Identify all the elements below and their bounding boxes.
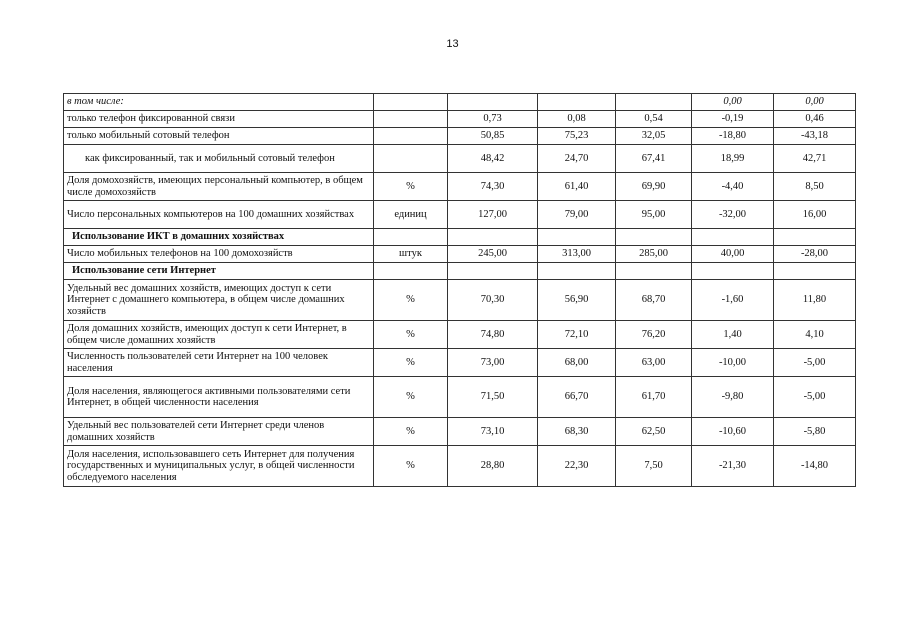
value-cell: 74,30	[448, 173, 538, 201]
value-cell: 28,80	[448, 446, 538, 487]
table-row	[64, 94, 856, 111]
row-label: Доля домохозяйств, имеющих персональный компьютер, в общем числе домохозяйств	[64, 173, 374, 201]
value-cell: 63,00	[616, 349, 692, 377]
table-row	[64, 377, 856, 418]
value-cell	[692, 229, 774, 246]
value-cell: 0,00	[692, 94, 774, 111]
value-cell	[448, 229, 538, 246]
value-cell: -10,60	[692, 418, 774, 446]
value-cell: 67,41	[616, 145, 692, 173]
value-cell: 8,50	[774, 173, 856, 201]
value-cell: -10,00	[692, 349, 774, 377]
value-cell: 0,54	[616, 111, 692, 128]
value-cell	[616, 263, 692, 280]
value-cell: 73,00	[448, 349, 538, 377]
value-cell: 73,10	[448, 418, 538, 446]
table-row	[64, 128, 856, 145]
value-cell	[448, 94, 538, 111]
row-label: только телефон фиксированной связи	[64, 111, 374, 128]
value-cell: 11,80	[774, 280, 856, 321]
table-row	[64, 280, 856, 321]
value-cell: 22,30	[538, 446, 616, 487]
unit-cell: %	[374, 280, 448, 321]
value-cell: 18,99	[692, 145, 774, 173]
value-cell: 69,90	[616, 173, 692, 201]
value-cell: -21,30	[692, 446, 774, 487]
row-label: Число мобильных телефонов на 100 домохозяйств	[64, 246, 374, 263]
value-cell: 70,30	[448, 280, 538, 321]
row-label: как фиксированный, так и мобильный сотовый телефон	[64, 145, 374, 173]
statistics-table	[63, 93, 856, 487]
value-cell: 245,00	[448, 246, 538, 263]
row-label: Доля домашних хозяйств, имеющих доступ к сети Интернет, в общем числе домашних хозяйств	[64, 321, 374, 349]
unit-cell: штук	[374, 246, 448, 263]
value-cell: -5,00	[774, 377, 856, 418]
value-cell: 56,90	[538, 280, 616, 321]
unit-cell	[374, 111, 448, 128]
value-cell: 24,70	[538, 145, 616, 173]
table-row	[64, 201, 856, 229]
row-label: Удельный вес домашних хозяйств, имеющих доступ к сети Интернет с домашнего компьютера, в общем числе домашних хозяйств	[64, 280, 374, 321]
unit-cell	[374, 229, 448, 246]
unit-cell: единиц	[374, 201, 448, 229]
table-row	[64, 446, 856, 487]
unit-cell	[374, 145, 448, 173]
page-number: 13	[446, 38, 459, 50]
value-cell: -1,60	[692, 280, 774, 321]
value-cell: -5,80	[774, 418, 856, 446]
value-cell: 72,10	[538, 321, 616, 349]
unit-cell: %	[374, 173, 448, 201]
value-cell: 71,50	[448, 377, 538, 418]
value-cell: 68,30	[538, 418, 616, 446]
value-cell	[616, 94, 692, 111]
value-cell: 285,00	[616, 246, 692, 263]
value-cell: 16,00	[774, 201, 856, 229]
value-cell: -9,80	[692, 377, 774, 418]
value-cell: -43,18	[774, 128, 856, 145]
unit-cell: %	[374, 418, 448, 446]
value-cell: -0,19	[692, 111, 774, 128]
unit-cell: %	[374, 446, 448, 487]
value-cell: 4,10	[774, 321, 856, 349]
value-cell: 66,70	[538, 377, 616, 418]
value-cell: 68,70	[616, 280, 692, 321]
value-cell: 0,08	[538, 111, 616, 128]
value-cell: 1,40	[692, 321, 774, 349]
value-cell: 76,20	[616, 321, 692, 349]
row-label: Доля населения, являющегося активными пользователями сети Интернет, в общей численности населения	[64, 377, 374, 418]
value-cell	[692, 263, 774, 280]
unit-cell	[374, 128, 448, 145]
table-row	[64, 418, 856, 446]
unit-cell: %	[374, 321, 448, 349]
table-row	[64, 145, 856, 173]
value-cell: 0,00	[774, 94, 856, 111]
table-row	[64, 321, 856, 349]
value-cell: 0,73	[448, 111, 538, 128]
value-cell: 7,50	[616, 446, 692, 487]
value-cell: -28,00	[774, 246, 856, 263]
section-heading: Использование ИКТ в домашних хозяйствах	[64, 229, 374, 246]
unit-cell: %	[374, 349, 448, 377]
unit-cell	[374, 94, 448, 111]
value-cell: -14,80	[774, 446, 856, 487]
value-cell: 74,80	[448, 321, 538, 349]
value-cell: 50,85	[448, 128, 538, 145]
value-cell: 48,42	[448, 145, 538, 173]
section-heading: Использование сети Интернет	[64, 263, 374, 280]
value-cell	[616, 229, 692, 246]
row-label: Доля населения, использовавшего сеть Интернет для получения государственных и муниципальных услуг, в общей численности обследуемого населения	[64, 446, 374, 487]
value-cell: 40,00	[692, 246, 774, 263]
table-row	[64, 229, 856, 246]
table-row	[64, 173, 856, 201]
value-cell: 32,05	[616, 128, 692, 145]
table-row	[64, 246, 856, 263]
row-label: Численность пользователей сети Интернет на 100 человек населения	[64, 349, 374, 377]
value-cell: -5,00	[774, 349, 856, 377]
table-row	[64, 263, 856, 280]
value-cell	[538, 94, 616, 111]
value-cell	[538, 229, 616, 246]
value-cell: 61,70	[616, 377, 692, 418]
value-cell: 95,00	[616, 201, 692, 229]
value-cell: -32,00	[692, 201, 774, 229]
value-cell: 42,71	[774, 145, 856, 173]
row-label: Число персональных компьютеров на 100 домашних хозяйствах	[64, 201, 374, 229]
value-cell: 62,50	[616, 418, 692, 446]
row-label: только мобильный сотовый телефон	[64, 128, 374, 145]
value-cell	[774, 263, 856, 280]
value-cell: -4,40	[692, 173, 774, 201]
value-cell: 75,23	[538, 128, 616, 145]
value-cell: 313,00	[538, 246, 616, 263]
value-cell: -18,80	[692, 128, 774, 145]
value-cell: 61,40	[538, 173, 616, 201]
unit-cell	[374, 263, 448, 280]
table-row	[64, 349, 856, 377]
value-cell: 68,00	[538, 349, 616, 377]
value-cell	[774, 229, 856, 246]
unit-cell: %	[374, 377, 448, 418]
value-cell: 127,00	[448, 201, 538, 229]
row-label: в том числе:	[64, 94, 374, 111]
value-cell: 0,46	[774, 111, 856, 128]
value-cell: 79,00	[538, 201, 616, 229]
table-row	[64, 111, 856, 128]
value-cell	[448, 263, 538, 280]
value-cell	[538, 263, 616, 280]
row-label: Удельный вес пользователей сети Интернет среди членов домашних хозяйств	[64, 418, 374, 446]
